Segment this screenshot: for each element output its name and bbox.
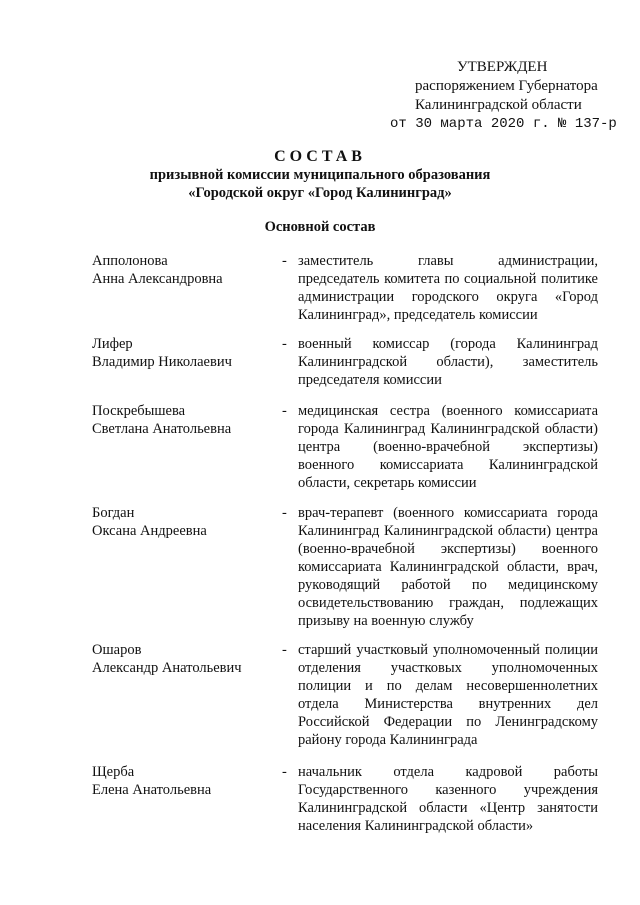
document-subtitle-line-2: «Городской округ «Город Калининград»	[188, 185, 452, 201]
member-dash: -	[282, 403, 287, 419]
member-role: начальник отдела кадровой работы Государственного казенного учреждения Калининградской области «Центр занятости населения Калининградской области»	[298, 764, 598, 834]
member-surname: Лифер	[92, 336, 133, 352]
member-name	[92, 763, 282, 799]
section-heading: Основной состав	[264, 219, 376, 235]
document-subtitle-line-1: призывной комиссии муниципального образования	[149, 167, 491, 183]
member-dash: -	[282, 253, 287, 269]
member-name	[92, 402, 282, 438]
approval-line-1: распоряжением Губернатора	[415, 78, 598, 94]
member-given-names: Александр Анатольевич	[92, 660, 242, 676]
member-role: военный комиссар (города Калининград Калининградской области), заместитель председателя комиссии	[298, 336, 598, 388]
approval-date-line: от 30 марта 2020 г. № 137-р	[390, 116, 617, 132]
member-dash: -	[282, 642, 287, 658]
member-surname: Апполонова	[92, 253, 168, 269]
member-given-names: Оксана Андреевна	[92, 523, 207, 539]
member-name	[92, 252, 282, 288]
member-name	[92, 641, 282, 677]
member-given-names: Светлана Анатольевна	[92, 421, 232, 437]
member-name	[92, 335, 282, 371]
member-role: медицинская сестра (военного комиссариата города Калининград Калининградской области) центра (военно-врачебной экспертизы) военного комиссариата Калининградской области, секретарь комиссии	[298, 403, 598, 491]
member-surname: Щерба	[92, 764, 135, 780]
member-surname: Ошаров	[92, 642, 142, 658]
member-surname: Поскребышева	[92, 403, 186, 419]
member-role: врач-терапевт (военного комиссариата города Калининград Калининградской области) центра (военно-врачебной экспертизы) военного комиссариата Калининградской области, врач, руководящий работой по медицинскому освидетельствованию граждан, подлежащих призыву на военную службу	[298, 505, 598, 629]
member-role: заместитель главы администрации, председатель комитета по социальной политике администрации городского округа «Город Калининград», председатель комиссии	[298, 253, 598, 323]
approval-title: УТВЕРЖДЕН	[457, 59, 548, 75]
member-role: старший участковый уполномоченный полиции отделения участковых уполномоченных полиции и по делам несовершеннолетних отдела Министерства внутренних дел Российской Федерации по Ленинградскому району города Калининграда	[298, 642, 598, 748]
member-dash: -	[282, 764, 287, 780]
approval-block	[390, 58, 630, 134]
member-given-names: Анна Александровна	[92, 271, 223, 287]
member-given-names: Владимир Николаевич	[92, 354, 232, 370]
member-name	[92, 504, 282, 540]
member-given-names: Елена Анатольевна	[92, 782, 212, 798]
member-dash: -	[282, 336, 287, 352]
member-dash: -	[282, 505, 287, 521]
approval-line-2: Калининградской области	[415, 97, 582, 113]
member-surname: Богдан	[92, 505, 135, 521]
document-title: СОСТАВ	[274, 148, 366, 165]
